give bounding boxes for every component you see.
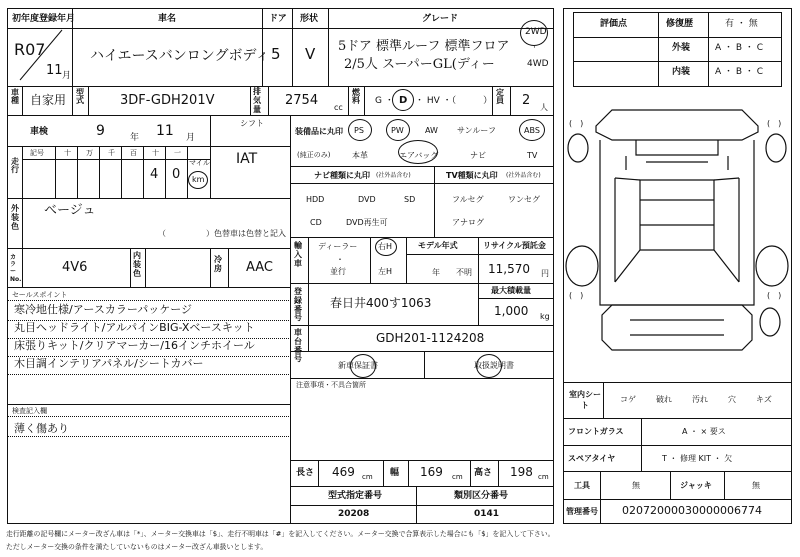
footer-line-1: 走行距離の記号欄にメーター改ざん車は「*」、メーター交換車は「$」、走行不明車は「#」を記入してください。メーター交換で合算表示した場合にも「$」を記入して下さい。 [6, 530, 555, 538]
maxload-label: 最大積載量 [491, 286, 531, 295]
length-value: 469 [332, 465, 355, 479]
tv-oneseg: ワンセグ [508, 195, 540, 204]
disp-unit: cc [334, 103, 343, 112]
inspection-label: 車検 [30, 127, 49, 137]
exterior-color-value: ベージュ [44, 203, 96, 218]
inspector-value: 薄く傷あり [14, 422, 69, 435]
mileage-unit-6: 一 [174, 149, 181, 157]
sales-line-1: 寒冷地仕様/アースカラーパッケージ [14, 303, 193, 316]
equip-aw: AW [425, 126, 438, 135]
reg-month-unit: 月 [62, 71, 72, 81]
height-label: 高さ [474, 468, 493, 478]
navi-label: ナビ種類に丸印 [314, 171, 370, 180]
seat-hole: 穴 [728, 395, 736, 404]
ac-label: 冷房 [214, 255, 222, 273]
ac-value: AAC [246, 260, 273, 275]
mileage-unit-2: 万 [86, 149, 93, 157]
footer-line-2: ただしメーター交換の条件を満たしていないものはメーター改ざん車扱いとします。 [6, 543, 268, 551]
mileage-unit-4: 百 [130, 149, 137, 157]
new-warranty: 新車保証書 [338, 361, 378, 370]
tv-analog: アナログ [452, 218, 484, 227]
score-label: 評価点 [600, 19, 628, 29]
type-designation-label: 型式指定番号 [328, 491, 383, 501]
chassis-label: 車台番号 [294, 328, 302, 364]
management-value: 02072000030000006774 [622, 504, 762, 517]
jack-value: 無 [752, 481, 760, 490]
equip-tv: TV [527, 151, 538, 160]
type-label: 型式 [76, 88, 84, 105]
reg-year: R07 [14, 40, 46, 59]
inspection-year: 9 [96, 123, 105, 139]
maxload-value: 1,000 [494, 304, 529, 318]
management-label: 管理番号 [566, 507, 598, 516]
interior-options: A ・ B ・ C [715, 67, 764, 77]
jack-label: ジャッキ [680, 481, 712, 490]
mileage-unit-3: 千 [108, 149, 115, 157]
navi-dvd-play: DVD再生可 [346, 218, 388, 227]
sales-line-4: 木目調インテリアパネル/シートカバー [14, 357, 204, 370]
mileage-digit-hundreds: 4 [150, 167, 159, 182]
fuel-d: D [399, 95, 408, 106]
vehicle-name: ハイエースバンロングボディ [90, 48, 270, 64]
mileage-unit-mile: マイル [189, 159, 210, 167]
color-no-value: 4V6 [62, 260, 88, 275]
doors-label: ドア [269, 14, 287, 24]
inspection-month: 11 [156, 123, 174, 139]
spare-tire-value: T ・ 修理 KIT ・ 欠 [662, 454, 733, 463]
grade-line-2: 2/5人 スーパーGL(ディー [344, 57, 495, 72]
drive-2wd: 2WD [525, 27, 547, 37]
grade-label: グレード [422, 14, 459, 24]
use-label: 車種 [11, 88, 19, 105]
sales-label: セールスポイント [12, 291, 68, 299]
use-value: 自家用 [30, 93, 67, 107]
import-label: 輸入車 [294, 241, 302, 268]
equip-navi: ナビ [470, 151, 486, 160]
model-year-unknown: 不明 [456, 268, 472, 277]
import-parallel: 並行 [330, 267, 346, 276]
width-value: 169 [420, 465, 443, 479]
navi-cd: CD [310, 218, 322, 227]
registration-label: 登録番号 [294, 287, 302, 323]
navi-sub: (社外品含む) [376, 172, 411, 179]
mileage-label: 走行 [11, 157, 19, 174]
type-value: 3DF-GDH201V [120, 93, 215, 108]
diagram-bracket-left: ( ) [569, 119, 584, 128]
equipment-label: 装備品に丸印 [295, 127, 343, 136]
tools-label: 工具 [574, 481, 590, 490]
class-label: 類別区分番号 [454, 491, 509, 501]
windshield-value: A ・ × 要ス [682, 427, 726, 436]
shift-label: シフト [240, 119, 264, 128]
shape-value: V [305, 45, 316, 63]
equip-ps: PS [354, 126, 364, 135]
grade-line-1: 5ドア 標準ルーフ 標準フロア [338, 39, 510, 54]
height-value: 198 [510, 465, 533, 479]
recycle-value: 11,570 [488, 262, 530, 276]
mileage-unit-1: 十 [64, 149, 71, 157]
reg-label: 初年度登録年月 [12, 14, 76, 24]
seat-stain: 汚れ [692, 395, 708, 404]
history-options: 有 ・ 無 [725, 19, 758, 29]
equipment-sublabel: (純正のみ) [297, 151, 331, 159]
mileage-unit-5: 十 [152, 149, 159, 157]
length-label: 長さ [296, 468, 315, 478]
model-year-label: モデル年式 [418, 241, 458, 250]
import-dot: ・ [336, 255, 344, 264]
drive-dot: · [533, 43, 536, 53]
diagram-bracket-left-rear: ( ) [569, 291, 584, 300]
manual: 取扱説明書 [474, 361, 514, 370]
diagram-bracket-right: ( ) [767, 119, 782, 128]
tv-fullseg: フルセグ [452, 195, 484, 204]
import-right-h: 右H [378, 242, 393, 251]
doors-value: 5 [271, 45, 281, 63]
exterior-options: A ・ B ・ C [715, 43, 764, 53]
exterior-color-label: 外装色 [11, 204, 19, 231]
windshield-label: フロントガラス [568, 427, 624, 436]
capacity-unit: 人 [540, 103, 548, 112]
tv-label: TV種類に丸印 [446, 171, 498, 180]
navi-sd: SD [404, 195, 416, 204]
class-value: 0141 [474, 509, 500, 519]
width-label: 幅 [390, 468, 400, 478]
model-year-unit: 年 [432, 268, 440, 277]
spare-tire-label: スペアタイヤ [568, 454, 616, 463]
capacity-label: 定員 [496, 88, 504, 105]
history-label: 修復歴 [666, 19, 694, 29]
equip-airbag: エアバッグ [399, 151, 439, 160]
shift-value: IAT [236, 151, 258, 167]
exterior-color-note: （ ）色替車は色替と記入 [158, 229, 286, 238]
equip-leather: 本革 [352, 151, 368, 160]
length-unit: cm [362, 473, 373, 481]
type-designation-value: 20208 [338, 509, 370, 519]
mileage-unit-km: km [192, 175, 205, 184]
model-label: 車名 [158, 14, 177, 24]
tv-sub: (社外品含む) [506, 172, 541, 179]
inspection-year-unit: 年 [130, 133, 140, 143]
reg-month: 11 [46, 63, 63, 78]
inspector-label: 検査記入欄 [12, 407, 47, 415]
exterior-label: 外装 [672, 43, 691, 53]
int-color-label: 内装色 [133, 251, 141, 278]
navi-hdd: HDD [306, 195, 325, 204]
disp-label: 排気量 [253, 87, 261, 114]
registration-value: 春日井400す1063 [330, 296, 432, 310]
recycle-unit: 円 [541, 269, 549, 278]
fuel-g: G ・ [375, 96, 394, 106]
mileage-unit-0: 記号 [30, 149, 44, 157]
sales-line-2: 丸目ヘッドライト/アルパインBIG-Xベースキット [14, 321, 255, 334]
color-no-label: カラーNo. [10, 254, 22, 283]
fuel-rest: ・ HV ・（ ） [415, 96, 493, 106]
navi-dvd: DVD [358, 195, 376, 204]
capacity-value: 2 [522, 93, 531, 108]
seat-tear: 破れ [656, 395, 672, 404]
recycle-label: リサイクル預託金 [483, 241, 546, 250]
equip-abs: ABS [524, 126, 540, 135]
drive-4wd: 4WD [527, 59, 549, 69]
height-unit: cm [538, 473, 549, 481]
equip-pw: PW [391, 126, 404, 135]
seat-scratch: キズ [756, 395, 772, 404]
import-left-h: 左H [378, 267, 393, 276]
disp-value: 2754 [285, 93, 319, 108]
import-dealer: ディーラー [318, 242, 358, 251]
shape-label: 形状 [300, 14, 319, 24]
width-unit: cm [452, 473, 463, 481]
seat-burn: コゲ [620, 395, 636, 404]
equip-sunroof: サンルーフ [457, 126, 496, 135]
chassis-value: GDH201-1124208 [376, 331, 485, 345]
sales-line-3: 床張りキット/クリアマーカー/16インチホイール [14, 339, 255, 352]
mileage-digit-tens: 0 [172, 167, 181, 182]
interior-seat-label: 室内シート [569, 390, 601, 411]
notes-label: 注意事項・不具合箇所 [296, 381, 366, 389]
fuel-label: 燃料 [352, 88, 360, 105]
diagram-bracket-right-rear: ( ) [767, 291, 782, 300]
interior-label: 内装 [672, 67, 691, 77]
inspection-month-unit: 月 [186, 133, 196, 143]
maxload-unit: kg [540, 312, 550, 321]
tools-value: 無 [632, 481, 640, 490]
